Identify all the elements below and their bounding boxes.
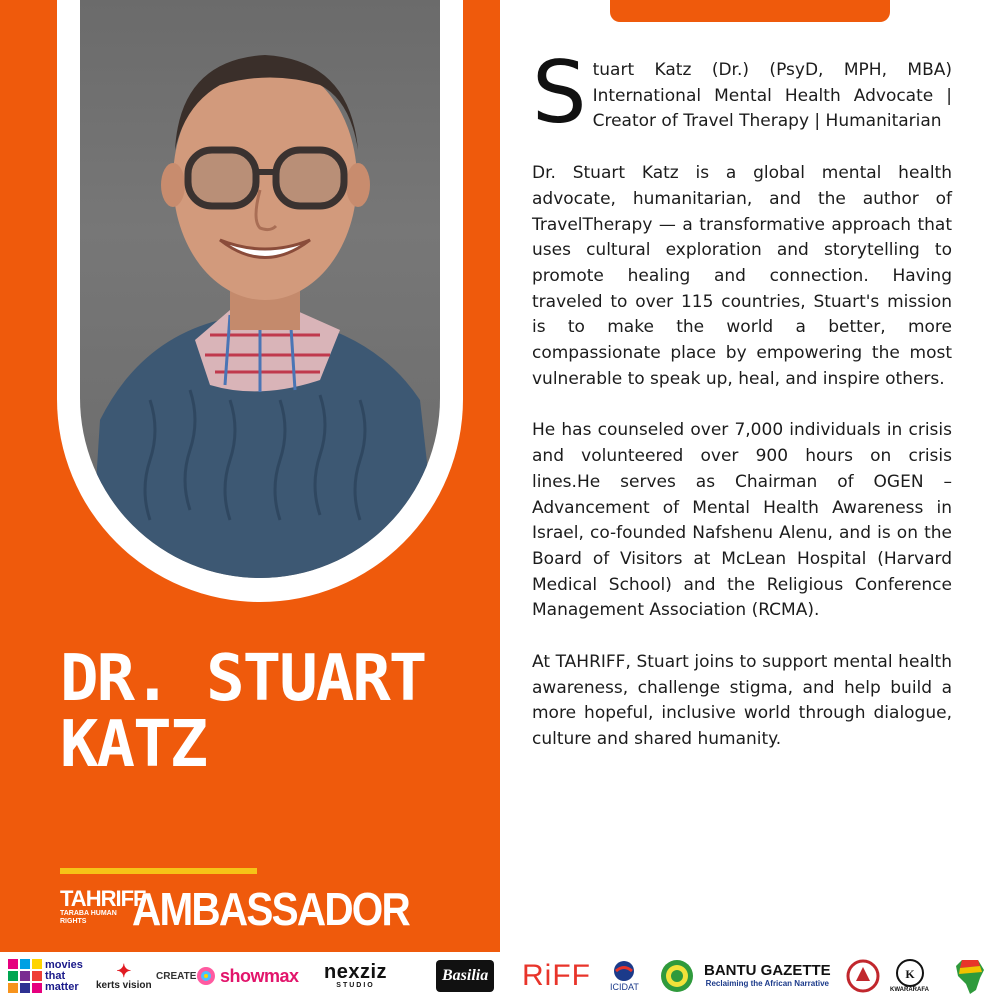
portrait-photo: [80, 0, 440, 578]
sponsor-movies-that-matter: [8, 956, 100, 996]
ambassador-name: [60, 642, 480, 782]
kerts-swoosh-icon: ✦: [116, 960, 132, 981]
kwararafa-label: KWARARAFA: [890, 987, 929, 993]
bantu-tagline: Reclaiming the African Narrative: [705, 979, 829, 988]
nexziz-sub-label: STUDIO: [336, 982, 375, 989]
tahriff-logo: [60, 886, 146, 934]
sponsor-icidat: [610, 956, 639, 996]
red-emblem-icon: [846, 959, 880, 993]
sponsor-kwararafa: [890, 956, 929, 996]
sponsor-green-seal: [660, 956, 694, 996]
mtm-squares-icon: [8, 959, 42, 993]
bio-paragraph-1: Dr. Stuart Katz is a global mental health advocate, humanitarian, and the author of TravelTherapy — a transformative approach that uses cultural exploration and storytelling to promote healing and connection. Having traveled to over 115 countries, Stuart's mission is to make the world a better, more compassionate place by empowering the most vulnerable to speak up, heal, and inspire others.: [532, 163, 952, 389]
mtm-label: movies that matter: [45, 958, 83, 993]
yellow-divider: [60, 868, 257, 874]
kv-badge-icon: [896, 959, 924, 987]
sponsor-red-emblem: [846, 956, 880, 996]
tahriff-logo-sub2: RIGHTS: [60, 918, 87, 925]
tahriff-logo-text: TAHRIFF: [60, 886, 146, 911]
nexziz-label: nexziz: [324, 961, 388, 983]
role-title: AMBASSADOR: [132, 883, 410, 935]
sponsor-create: [156, 956, 216, 996]
basilia-label: Basilia: [442, 967, 489, 984]
top-accent-tab: [610, 0, 890, 22]
bio-paragraph-3: At TAHRIFF, Stuart joins to support mental health awareness, challenge stigma, and help build a more hopeful, inclusive world through dialogue, culture and shared humanity.: [532, 652, 952, 750]
bio-paragraph-2: He has counseled over 7,000 individuals in crisis and volunteered over 900 hours on crisis lines.He serves as Chairman of OGEN – Advancement of Mental Health Awareness in Israel, co-founded Nafshenu Alenu, and is on the Board of Visitors at McLean Hospital (Harvard Medical School) and the Religious Conference Management Association (RCMA).: [532, 420, 952, 621]
tahriff-logo-sub1: TARABA HUMAN: [60, 910, 117, 917]
icidat-label: ICIDAT: [610, 982, 639, 992]
kerts-label: kerts vision: [96, 979, 152, 991]
name-line-1: DR. STUART: [60, 642, 426, 716]
sponsor-riff: [522, 956, 591, 996]
drop-cap: S: [532, 43, 587, 143]
sponsor-basilia: [436, 960, 494, 992]
sponsor-showmax: [220, 956, 299, 996]
sponsor-nexziz: [324, 956, 387, 996]
bio-intro-text: tuart Katz (Dr.) (PsyD, MPH, MBA) International Mental Health Advocate | Creator of Travel Therapy | Humanitarian: [592, 60, 952, 132]
showmax-label: showmax: [220, 965, 299, 986]
create-burst-icon: [196, 966, 216, 986]
svg-text:K: K: [904, 967, 915, 981]
green-seal-icon: [660, 959, 694, 993]
sponsor-africa: [950, 956, 990, 996]
sponsor-kerts-vision: [96, 956, 152, 996]
riff-label: RiFF: [522, 959, 591, 992]
bantu-gazette-label: BANTU GAZETTE: [704, 962, 831, 979]
africa-map-icon: [950, 956, 990, 996]
sponsor-bantu-gazette: [704, 956, 831, 996]
bio-intro: [532, 43, 952, 143]
name-line-2: KATZ: [60, 708, 207, 782]
icidat-globe-icon: [613, 960, 635, 982]
create-label: CREATE: [156, 970, 197, 982]
bio-text: [532, 43, 952, 779]
sponsor-strip: [0, 952, 1000, 1000]
